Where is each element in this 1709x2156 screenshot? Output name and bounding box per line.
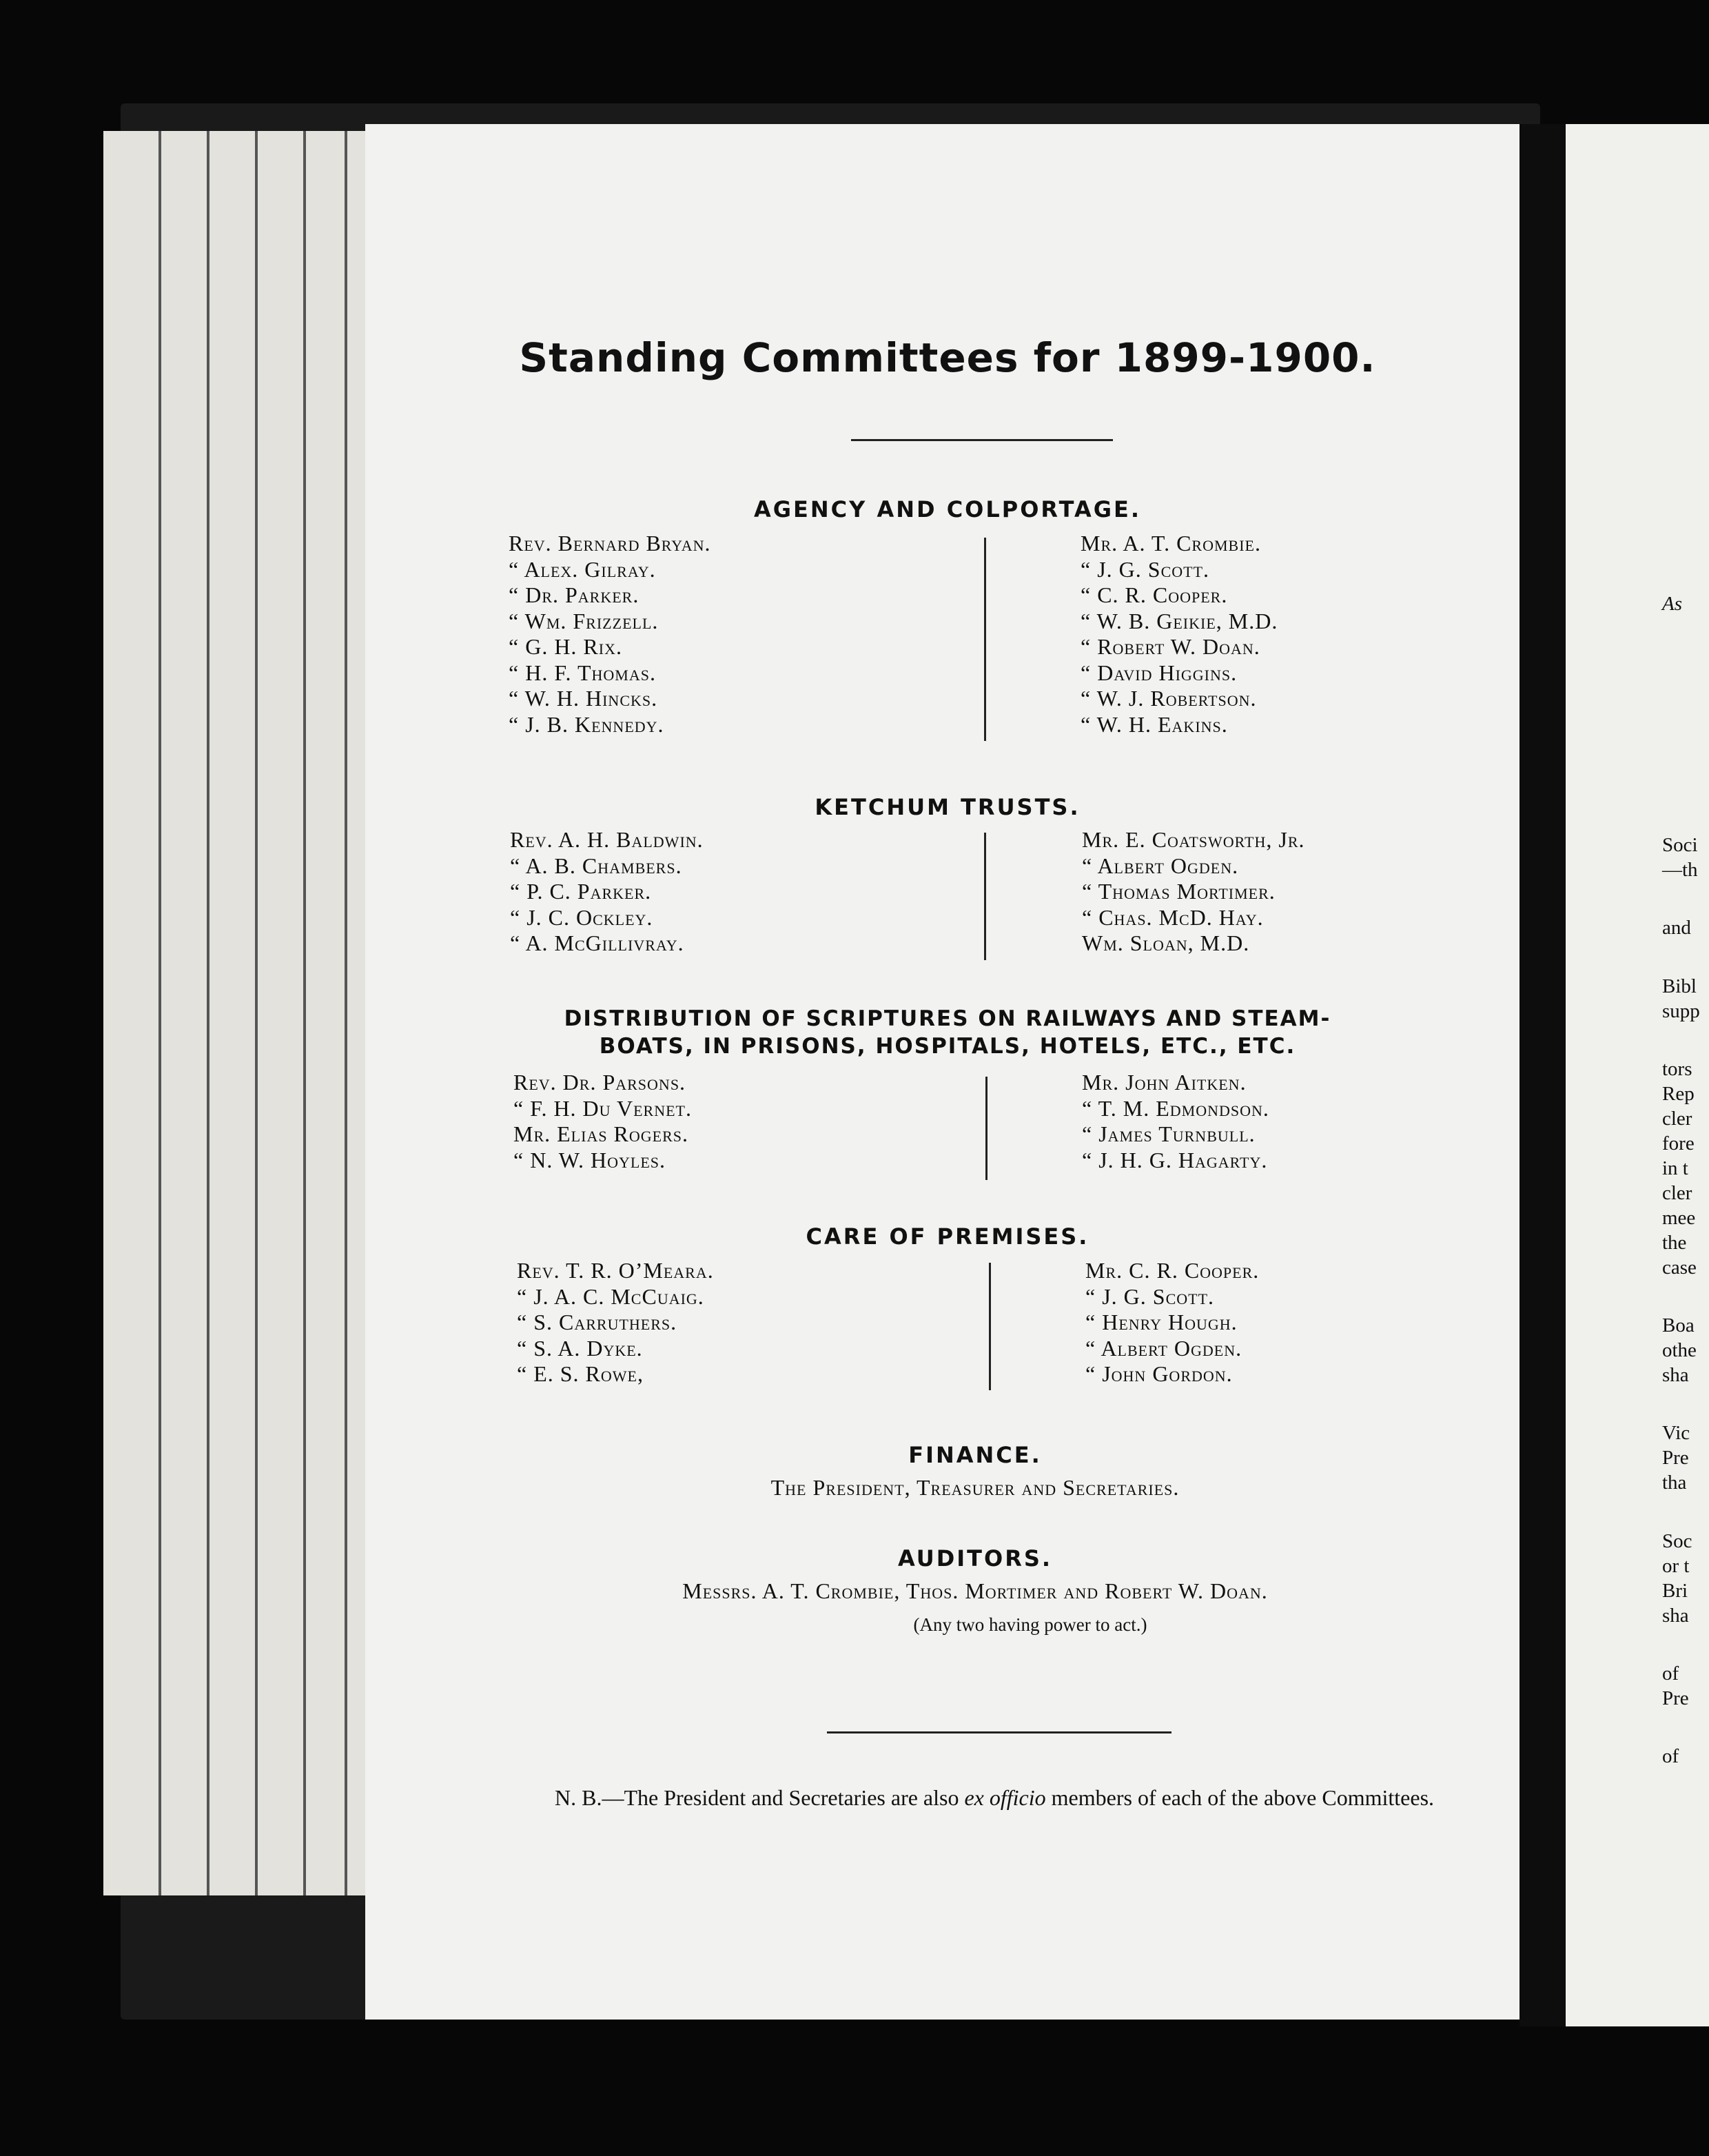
fragment: Bibl	[1662, 975, 1697, 997]
footer-rule	[827, 1731, 1171, 1733]
premises-left-column	[517, 1258, 714, 1387]
heading-finance: FINANCE.	[908, 1442, 1042, 1468]
fragment: or t	[1662, 1555, 1690, 1577]
member: “ Chas. McD. Hay.	[1082, 904, 1264, 930]
fragment: supp	[1662, 1000, 1700, 1022]
member: “ H. F. Thomas.	[509, 660, 656, 685]
fragment: Pre	[1662, 1447, 1689, 1469]
column-divider	[985, 1077, 987, 1180]
fragment: Boa	[1662, 1314, 1695, 1336]
fragment: Bri	[1662, 1580, 1688, 1602]
fragment: Soc	[1662, 1530, 1692, 1552]
fragment: sha	[1662, 1605, 1689, 1627]
heading-premises: CARE OF PREMISES.	[806, 1223, 1089, 1250]
fragment: Soci	[1662, 834, 1698, 856]
distribution-right-column	[1082, 1070, 1269, 1173]
fragment: mee	[1662, 1207, 1696, 1229]
finance-text: The President, Treasurer and Secretaries.	[770, 1475, 1180, 1500]
member: “ Albert Ogden.	[1082, 853, 1239, 878]
member: “ S. A. Dyke.	[517, 1335, 643, 1361]
fragment: cler	[1662, 1182, 1692, 1204]
fragment: Rep	[1662, 1083, 1695, 1105]
fragment: othe	[1662, 1339, 1697, 1361]
member: “ P. C. Parker.	[510, 879, 652, 904]
fragment: tha	[1662, 1472, 1687, 1494]
page-edges	[103, 131, 379, 1895]
member: “ J. H. G. Hagarty.	[1082, 1147, 1268, 1172]
heading-distribution-line1: DISTRIBUTION OF SCRIPTURES ON RAILWAYS AND STEAM-	[564, 1006, 1331, 1031]
member: “ David Higgins.	[1081, 660, 1238, 685]
fragment: Vic	[1662, 1422, 1690, 1444]
right-page	[1566, 124, 1709, 2026]
member: “ E. S. Rowe,	[517, 1361, 644, 1386]
member: Rev. A. H. Baldwin.	[510, 827, 704, 852]
agency-left-column	[509, 531, 711, 738]
fragment: the	[1662, 1232, 1687, 1254]
page-title: Standing Committees for 1899-1900.	[519, 334, 1376, 381]
book-gutter	[1519, 124, 1568, 2026]
footnote	[520, 1785, 1485, 1810]
member: “ John Gordon.	[1085, 1361, 1233, 1386]
heading-distribution-line2: BOATS, IN PRISONS, HOSPITALS, HOTELS, ETC., ETC.	[599, 1034, 1296, 1059]
member: “ Dr. Parker.	[509, 582, 639, 607]
member: “ W. H. Hincks.	[509, 686, 658, 711]
left-page	[365, 124, 1530, 2020]
member: “ Henry Hough.	[1085, 1310, 1238, 1334]
member: “ Albert Ogden.	[1085, 1335, 1242, 1361]
fragment: —th	[1662, 859, 1698, 881]
ketchum-left-column	[510, 827, 704, 957]
column-divider	[984, 833, 986, 960]
agency-right-column	[1081, 531, 1278, 738]
footnote-text-1: N. B.—The President and Secretaries are also	[555, 1785, 965, 1810]
member: “ J. B. Kennedy.	[509, 711, 664, 737]
member: “ J. C. Ockley.	[510, 904, 653, 930]
ketchum-right-column	[1082, 827, 1305, 957]
member: Wm. Sloan, M.D.	[1082, 930, 1250, 955]
member: Rev. T. R. O’Meara.	[517, 1258, 714, 1283]
column-divider	[989, 1263, 991, 1390]
member: “ Robert W. Doan.	[1081, 634, 1260, 659]
member: Mr. C. R. Cooper.	[1085, 1258, 1260, 1283]
member: “ J. G. Scott.	[1081, 556, 1210, 582]
member: “ W. H. Eakins.	[1081, 711, 1228, 737]
member: “ W. J. Robertson.	[1081, 686, 1257, 711]
distribution-left-column	[513, 1070, 692, 1173]
premises-right-column	[1085, 1258, 1259, 1387]
fragment: cler	[1662, 1108, 1692, 1130]
heading-agency: AGENCY AND COLPORTAGE.	[753, 496, 1142, 522]
member: “ J. A. C. McCuaig.	[517, 1283, 704, 1309]
member: “ J. G. Scott.	[1085, 1283, 1215, 1309]
member: “ S. Carruthers.	[517, 1310, 677, 1334]
member: “ A. B. Chambers.	[510, 853, 682, 878]
footnote-italic: ex officio	[964, 1785, 1046, 1810]
footnote-text-2: members of each of the above Committees.	[1045, 1785, 1435, 1810]
member: “ G. H. Rix.	[509, 634, 622, 659]
fragment: fore	[1662, 1132, 1695, 1155]
fragment: sha	[1662, 1364, 1689, 1386]
fragment: As	[1662, 593, 1682, 615]
fragment: and	[1662, 917, 1691, 939]
column-divider	[984, 538, 986, 741]
member: Mr. A. T. Crombie.	[1081, 531, 1261, 556]
heading-ketchum: KETCHUM TRUSTS.	[815, 794, 1081, 820]
title-rule	[851, 439, 1113, 441]
member: Mr. Elias Rogers.	[513, 1121, 689, 1146]
member: “ Wm. Frizzell.	[509, 608, 659, 633]
member: “ C. R. Cooper.	[1081, 582, 1228, 607]
member: “ James Turnbull.	[1082, 1121, 1256, 1146]
member: Rev. Dr. Parsons.	[513, 1070, 686, 1095]
member: Mr. John Aitken.	[1082, 1070, 1247, 1095]
member: Rev. Bernard Bryan.	[509, 531, 711, 556]
member: “ F. H. Du Vernet.	[513, 1095, 692, 1121]
auditors-text: Messrs. A. T. Crombie, Thos. Mortimer and Robert W. Doan.	[682, 1578, 1268, 1603]
fragment: Pre	[1662, 1687, 1689, 1709]
member: Mr. E. Coatsworth, Jr.	[1082, 827, 1305, 852]
fragment: in t	[1662, 1157, 1688, 1179]
auditors-note: (Any two having power to act.)	[913, 1614, 1147, 1635]
fragment: of	[1662, 1745, 1679, 1767]
member: “ W. B. Geikie, M.D.	[1081, 608, 1278, 633]
fragment: tors	[1662, 1058, 1692, 1080]
member: “ T. M. Edmondson.	[1082, 1095, 1269, 1121]
fragment: of	[1662, 1662, 1679, 1685]
heading-auditors: AUDITORS.	[897, 1545, 1053, 1572]
member: “ Alex. Gilray.	[509, 556, 656, 582]
member: “ Thomas Mortimer.	[1082, 879, 1276, 904]
fragment: case	[1662, 1257, 1697, 1279]
member: “ A. McGillivray.	[510, 930, 684, 955]
member: “ N. W. Hoyles.	[513, 1147, 666, 1172]
